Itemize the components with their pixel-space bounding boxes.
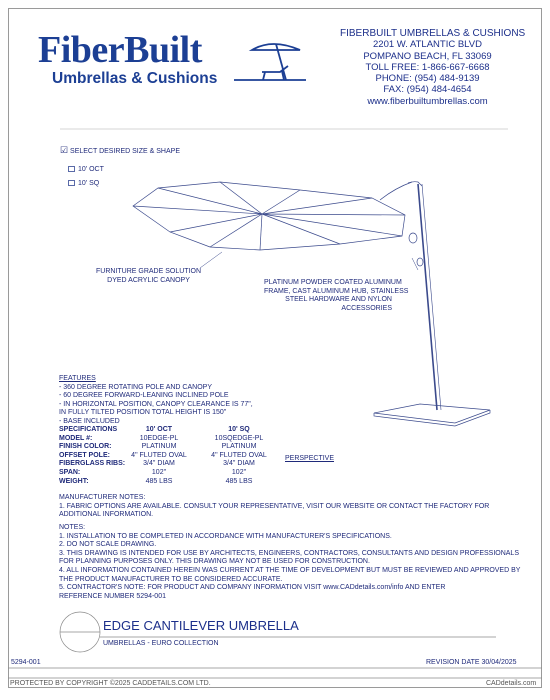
- spec-row: SPAN: 102" 102": [59, 468, 247, 476]
- copyright-notice: PROTECTED BY COPYRIGHT ©2025 CADDETAILS.COM LTD.: [10, 680, 211, 687]
- company-fax: FAX: (954) 484-4654: [383, 84, 472, 96]
- note-line: 3. THIS DRAWING IS INTENDED FOR USE BY ARCHITECTS, ENGINEERS, CONTRACTORS, CONSULTANTS AND DESIGN PROFESSIONALS: [59, 549, 519, 557]
- note-line: ADDITIONAL INFORMATION.: [59, 511, 154, 519]
- feature-item: - 60 DEGREE FORWARD-LEANING INCLINED POLE: [59, 392, 229, 400]
- feature-item: - IN HORIZONTAL POSITION, CANOPY CLEARANCE IS 77",: [59, 400, 253, 408]
- perspective-label: PERSPECTIVE: [285, 455, 335, 462]
- feature-item: - 360 DEGREE ROTATING POLE AND CANOPY: [59, 383, 212, 391]
- feature-item: IN FULLY TILTED POSITION TOTAL HEIGHT IS 150": [59, 409, 227, 417]
- note-line: 1. FABRIC OPTIONS ARE AVAILABLE. CONSULT YOUR REPRESENTATIVE, VISIT OUR WEBSITE OR CONTACT THE FACTORY FOR: [59, 502, 490, 510]
- option-10-oct[interactable]: 10' OCT: [68, 166, 104, 175]
- drawing-subtitle: UMBRELLAS - EURO COLLECTION: [103, 640, 219, 647]
- revision-date: REVISION DATE 30/04/2025: [426, 659, 517, 666]
- company-tollfree: TOLL FREE: 1-866-667-6668: [365, 61, 490, 73]
- note-line: REFERENCE NUMBER 5294-001: [59, 592, 166, 600]
- notes-heading: NOTES:: [59, 524, 86, 531]
- note-line: THE PRODUCT MANUFACTURER TO BE CONSIDERED ACCURATE.: [59, 575, 283, 583]
- features-heading: FEATURES: [59, 375, 96, 382]
- size-selection-heading: ☑ SELECT DESIRED SIZE & SHAPE: [60, 145, 180, 155]
- note-line: FOR PLANNING PURPOSES ONLY. THIS DRAWING MAY NOT BE USED FOR CONSTRUCTION.: [59, 558, 370, 566]
- company-address-line2: POMPANO BEACH, FL 33069: [363, 50, 492, 62]
- canopy-callout: FURNITURE GRADE SOLUTION DYED ACRYLIC CANOPY: [96, 268, 202, 284]
- company-website[interactable]: www.fiberbuiltumbrellas.com: [367, 95, 488, 107]
- logo-wordmark: FiberBuilt: [38, 29, 202, 71]
- caddetails-link[interactable]: CADdetails.com: [486, 680, 537, 687]
- note-line: 4. ALL INFORMATION CONTAINED HEREIN WAS CURRENT AT THE TIME OF DEVELOPMENT BUT MUST BE REVIEWED AND APPROVED BY: [59, 566, 521, 574]
- spec-header-row: SPECIFICATIONS 10' OCT 10' SQ: [59, 426, 250, 433]
- spec-row: FIBERGLASS RIBS: 3/4" DIAM 3/4" DIAM: [59, 460, 255, 468]
- note-line: 5. CONTRACTOR'S NOTE: FOR PRODUCT AND COMPANY INFORMATION VISIT www.CADdetails.com/info AND ENTER: [59, 584, 446, 592]
- frame-callout: PLATINUM POWDER COATED ALUMINUM FRAME, CAST ALUMINUM HUB, STAINLESS STEEL HARDWARE AND NYLON ACCESSORIES: [264, 279, 409, 312]
- spec-row: OFFSET POLE: 4" FLUTED OVAL 4" FLUTED OVAL: [59, 451, 267, 459]
- note-line: 1. INSTALLATION TO BE COMPLETED IN ACCORDANCE WITH MANUFACTURER'S SPECIFICATIONS.: [59, 532, 392, 540]
- logo-tagline: Umbrellas & Cushions: [52, 70, 218, 87]
- manufacturer-notes-heading: MANUFACTURER NOTES:: [59, 494, 146, 501]
- company-phone: PHONE: (954) 484-9139: [375, 73, 480, 85]
- drawing-number: 5294-001: [11, 659, 41, 666]
- feature-item: - BASE INCLUDED: [59, 417, 120, 425]
- drawing-title: EDGE CANTILEVER UMBRELLA: [103, 618, 299, 633]
- spec-row: MODEL #: 10EDGE-PL 10SQEDGE-PL: [59, 434, 264, 442]
- note-line: 2. DO NOT SCALE DRAWING.: [59, 541, 157, 549]
- option-10-sq[interactable]: 10' SQ: [68, 180, 99, 189]
- checkmark-icon: ☑: [60, 145, 69, 155]
- spec-row: WEIGHT: 485 LBS 485 LBS: [59, 477, 253, 485]
- spec-row: FINISH COLOR: PLATINUM PLATINUM: [59, 443, 257, 451]
- company-address-line1: 2201 W. ATLANTIC BLVD: [373, 39, 482, 51]
- company-name: FIBERBUILT UMBRELLAS & CUSHIONS: [340, 28, 526, 39]
